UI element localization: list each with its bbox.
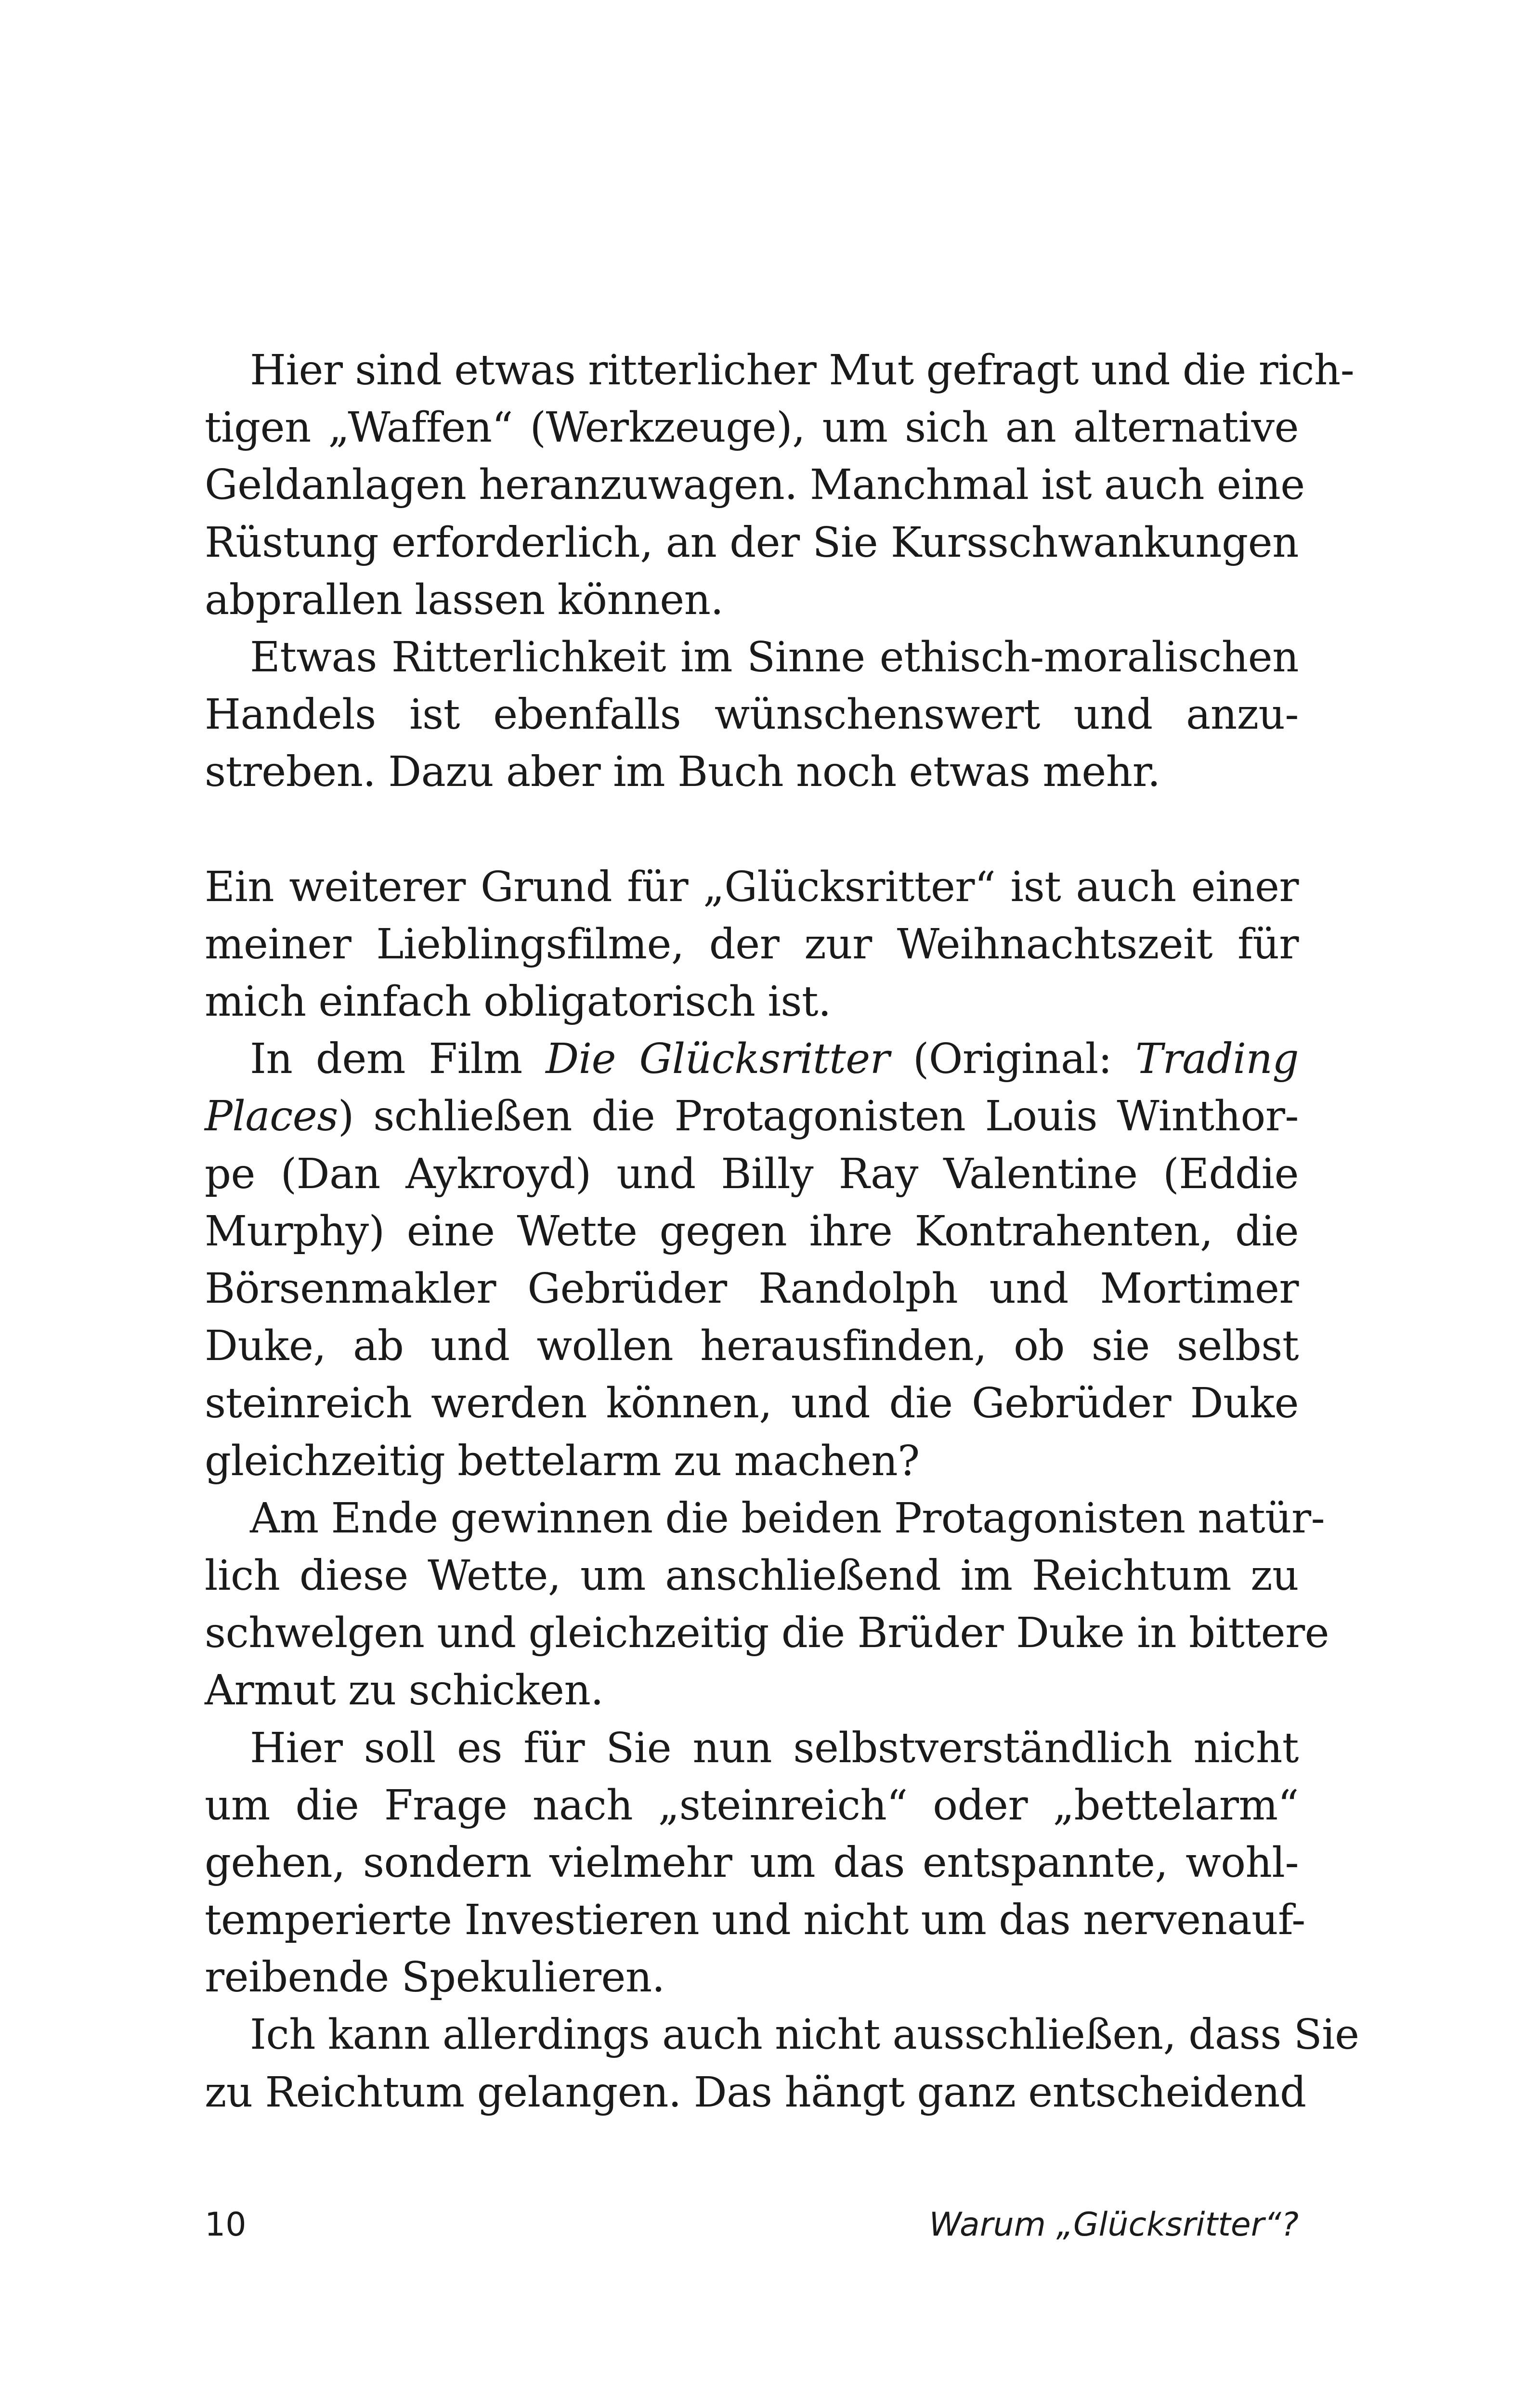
text-run: ) schließen die Protagonisten Louis Winthor- [338,1092,1299,1141]
film-title-italic: Die Glücksritter [546,1035,890,1084]
text-line: lich diese Wette, um anschließend im Reichtum zu [205,1551,1299,1600]
text-line: mich einfach obligatorisch ist. [205,978,831,1026]
text-line [205,1031,1299,1088]
page-number: 10 [205,2206,247,2244]
text-line: Ich kann allerdings auch nicht ausschließen, dass Sie [250,2011,1359,2059]
text-run: In dem Film [250,1035,546,1084]
text-line: temperierte Investieren und nicht um das nervenauf- [205,1896,1305,1945]
page-footer [205,2206,1299,2254]
text-line: gehen, sondern vielmehr um das entspannte, wohl- [205,1838,1299,1887]
text-line: steinreich werden können, und die Gebrüder Duke [205,1379,1299,1428]
text-line: Am Ende gewinnen die beiden Protagonisten natür- [250,1494,1325,1543]
text-line: Handels ist ebenfalls wünschenswert und anzu- [205,691,1299,739]
original-title-italic: Trading [1135,1035,1299,1084]
text-line: Börsenmakler Gebrüder Randolph und Mortimer [205,1265,1299,1313]
text-line: schwelgen und gleichzeitig die Brüder Duke in bittere [205,1609,1329,1658]
text-line: tigen „Waffen“ (Werkzeuge), um sich an alternative [205,404,1299,452]
text-line: zu Reichtum gelangen. Das hängt ganz entscheidend [205,2068,1306,2117]
text-line: reibende Spekulieren. [205,1953,665,2002]
text-line [205,1088,1299,1145]
text-line: Murphy) eine Wette gegen ihre Kontrahenten, die [205,1207,1299,1256]
text-line: streben. Dazu aber im Buch noch etwas mehr. [205,748,1160,797]
text-line: Geldanlagen heranzuwagen. Manchmal ist auch eine [205,461,1305,510]
text-run: (Original: [889,1035,1135,1084]
text-line: Armut zu schicken. [205,1666,604,1715]
text-line: Ein weiterer Grund für „Glücksritter“ ist auch einer [205,863,1299,911]
text-line: Rüstung erforderlich, an der Sie Kursschwankungen [205,518,1299,567]
text-line: Duke, ab und wollen herausfinden, ob sie selbst [205,1322,1299,1371]
text-line: Hier soll es für Sie nun selbstverständlich nicht [250,1724,1299,1772]
original-title-italic: Places [205,1092,338,1141]
page-body [205,342,1359,2121]
text-line: abprallen lassen können. [205,576,724,624]
text-line: pe (Dan Aykroyd) und Billy Ray Valentine (Eddie [205,1150,1299,1198]
text-line: Etwas Ritterlichkeit im Sinne ethisch-moralischen [250,633,1299,681]
text-line: um die Frage nach „steinreich“ oder „bettelarm“ [205,1781,1299,1830]
running-head: Warum „Glücksritter“? [929,2206,1299,2244]
text-line: Hier sind etwas ritterlicher Mut gefragt und die rich- [250,346,1355,394]
text-line: meiner Lieblingsfilme, der zur Weihnachtszeit für [205,920,1299,968]
section-gap [205,801,1299,859]
text-line: gleichzeitig bettelarm zu machen? [205,1437,920,1485]
